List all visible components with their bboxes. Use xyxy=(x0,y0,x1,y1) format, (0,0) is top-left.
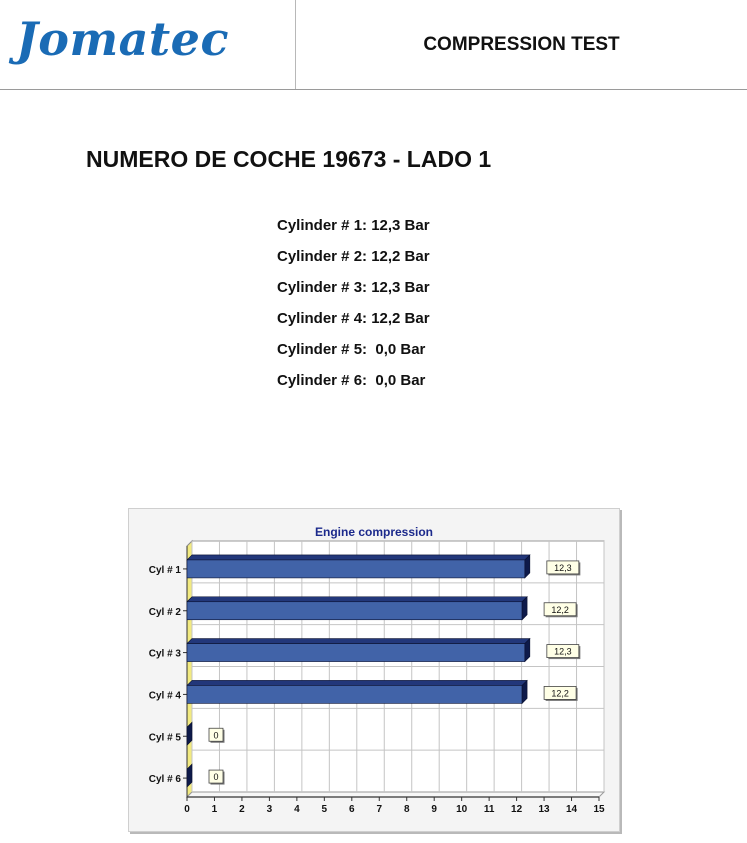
bar-top xyxy=(187,597,527,602)
data-label: 12,3 xyxy=(554,562,572,573)
report-title: COMPRESSION TEST xyxy=(423,34,620,55)
x-tick-label: 8 xyxy=(403,804,410,815)
x-tick-label: 2 xyxy=(239,804,245,815)
x-tick-label: 7 xyxy=(376,804,383,815)
x-tick-label: 3 xyxy=(266,804,273,815)
chart-title: Engine compression xyxy=(314,525,434,539)
reading-cylinder-6: Cylinder # 6: 0,0 Bar xyxy=(277,372,426,389)
readings-list xyxy=(277,216,430,402)
x-tick-label: 9 xyxy=(431,804,437,815)
data-label: 0 xyxy=(213,730,219,741)
reading-cylinder-5: Cylinder # 5: 0,0 Bar xyxy=(277,341,426,358)
reading-cylinder-2: Cylinder # 2: 12,2 Bar xyxy=(277,248,430,265)
bar-top xyxy=(187,555,530,560)
category-label: Cyl # 2 xyxy=(148,606,181,618)
category-label: Cyl # 5 xyxy=(148,732,181,744)
x-tick-label: 14 xyxy=(565,804,578,815)
x-tick-label: 12 xyxy=(511,804,523,815)
header xyxy=(0,0,747,90)
x-tick-label: 5 xyxy=(321,804,328,815)
logo-cell xyxy=(0,0,296,89)
x-tick-label: 1 xyxy=(211,804,218,815)
data-label: 12,3 xyxy=(554,646,572,657)
x-tick-label: 0 xyxy=(184,804,190,815)
reading-cylinder-1: Cylinder # 1: 12,3 Bar xyxy=(277,217,430,234)
floor xyxy=(187,792,604,797)
data-label: 12,2 xyxy=(551,688,569,699)
x-tick-label: 13 xyxy=(538,804,550,815)
data-label: 12,2 xyxy=(551,604,569,615)
bar xyxy=(187,602,522,620)
x-tick-label: 4 xyxy=(294,804,300,815)
bar-top xyxy=(187,680,527,685)
reading-cylinder-3: Cylinder # 3: 12,3 Bar xyxy=(277,279,430,296)
jomatec-logo: Jomatec xyxy=(16,12,229,66)
category-label: Cyl # 6 xyxy=(148,774,181,786)
data-label: 0 xyxy=(213,772,219,783)
category-label: Cyl # 3 xyxy=(148,648,181,660)
x-tick-label: 6 xyxy=(349,804,355,815)
x-tick-label: 11 xyxy=(483,804,495,815)
bar xyxy=(187,685,522,703)
chart-canvas xyxy=(129,509,619,831)
x-tick-label: 15 xyxy=(593,804,605,815)
reading-cylinder-4: Cylinder # 4: 12,2 Bar xyxy=(277,310,430,327)
category-label: Cyl # 1 xyxy=(148,564,181,576)
header-divider xyxy=(0,89,747,90)
bar-top xyxy=(187,639,530,644)
page-heading: NUMERO DE COCHE 19673 - LADO 1 xyxy=(86,146,492,172)
engine-compression-chart xyxy=(128,508,620,832)
axis-wall xyxy=(187,541,192,797)
category-label: Cyl # 4 xyxy=(148,690,181,702)
bar xyxy=(187,644,525,662)
bar xyxy=(187,560,525,578)
x-tick-label: 10 xyxy=(456,804,468,815)
